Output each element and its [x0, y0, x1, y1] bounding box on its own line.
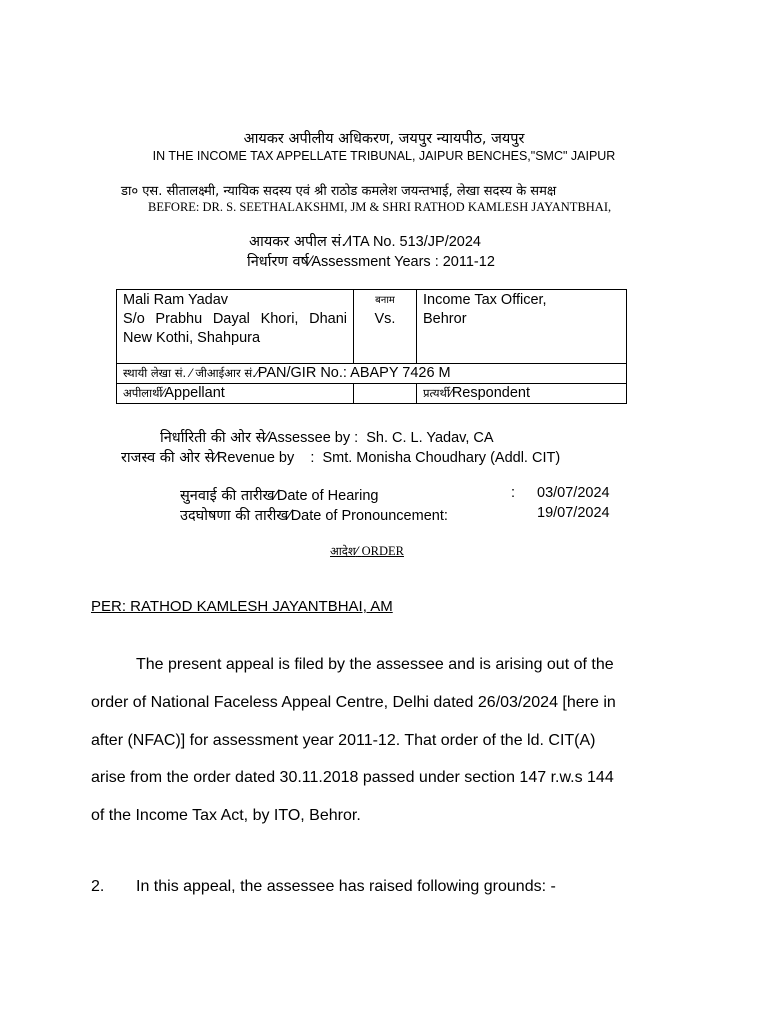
respondent-role-english: Respondent — [451, 385, 531, 401]
per-author-line: PER: RATHOD KAMLESH JAYANTBHAI, AM — [91, 598, 393, 615]
separator: ⁄ — [449, 386, 452, 400]
respondent-line: Income Tax Officer, — [423, 292, 547, 308]
separator: ⁄ — [265, 430, 268, 446]
appeal-number-hindi: आयकर अपील सं. — [249, 234, 346, 250]
appellant-role-hindi: अपीलार्थी — [123, 386, 163, 400]
paragraph-line: after (NFAC)] for assessment year 2011-12. That order of the ld. CIT(A) — [91, 731, 596, 749]
appeal-number-english: ITA No. 513/JP/2024 — [348, 234, 481, 250]
separator: ⁄ — [308, 254, 312, 270]
bench-members-english: BEFORE: DR. S. SEETHALAKSHMI, JM & SHRI RATHOD KAMLESH JAYANTBHAI, — [148, 200, 612, 214]
tribunal-title-hindi: आयकर अपीलीय अधिकरण, जयपुर न्यायपीठ, जयपुर — [243, 131, 525, 147]
hearing-date-english: Date of Hearing — [276, 488, 379, 504]
separator: ⁄ — [255, 366, 258, 380]
respondent-cell — [417, 290, 627, 364]
paragraph-line: order of National Faceless Appeal Centre, Delhi dated 26/03/2024 [here in — [91, 693, 616, 711]
order-paragraph — [91, 646, 679, 835]
assessment-year — [247, 251, 495, 271]
pan-row — [117, 364, 627, 384]
appellant-line: S/o Prabhu Dayal Khori, Dhani — [123, 311, 347, 327]
separator: ⁄ — [288, 508, 291, 524]
separator: ⁄ — [345, 234, 349, 250]
paragraph-number: 2. — [91, 878, 105, 895]
pan-label-hindi: स्थायी लेखा सं. ⁄ जीआईआर सं. — [123, 366, 256, 380]
paragraph-line: The present appeal is filed by the assessee and is arising out of the — [136, 656, 614, 673]
appellant-role-english: Appellant — [164, 385, 225, 401]
appellant-line: Mali Ram Yadav — [123, 292, 229, 308]
assessment-year-english: Assessment Years : 2011-12 — [311, 254, 495, 270]
separator: ⁄ — [162, 386, 165, 400]
order-heading-hindi: आदेश — [330, 544, 356, 558]
versus-hindi: बनाम — [375, 295, 395, 306]
order-heading-english: ORDER — [361, 544, 404, 558]
versus-english: Vs. — [374, 311, 396, 327]
pan-cell — [117, 364, 627, 384]
separator: ⁄ — [274, 488, 277, 504]
parties-row — [117, 290, 627, 364]
bench-members-hindi: डा० एस. सीतालक्ष्मी, न्यायिक सदस्य एवं श्री राठोड कमलेश जयन्तभाई, लेखा सदस्य के समक्ष — [121, 184, 557, 199]
respondent-role-cell — [417, 384, 627, 404]
parties-table — [116, 289, 627, 404]
pan-number: PAN/GIR No.: ABAPY 7426 M — [257, 365, 451, 381]
pronouncement-date-english: Date of Pronouncement: — [290, 508, 448, 524]
appellant-role-cell — [117, 384, 354, 404]
assessment-year-hindi: निर्धारण वर्ष — [247, 254, 309, 270]
assessee-counsel-english: Assessee by : Sh. C. L. Yadav, CA — [267, 430, 494, 446]
hearing-date-value: 03/07/2024 — [537, 485, 610, 501]
respondent-line: Behror — [423, 311, 467, 327]
separator: ⁄ — [355, 544, 358, 558]
paragraph-line: arise from the order dated 30.11.2018 passed under section 147 r.w.s 144 — [91, 769, 614, 787]
appellant-cell — [117, 290, 354, 364]
revenue-counsel-hindi: राजस्व की ओर से — [121, 450, 215, 466]
appeal-number — [249, 231, 481, 251]
order-heading — [330, 543, 404, 559]
grounds-intro: In this appeal, the assessee has raised following grounds: - — [136, 878, 556, 895]
revenue-counsel — [121, 447, 560, 467]
appellant-line: New Kothi, Shahpura — [123, 330, 261, 346]
respondent-role-hindi: प्रत्यर्थी — [423, 386, 450, 400]
assessee-counsel — [160, 427, 494, 447]
hearing-date-hindi: सुनवाई की तारीख — [180, 488, 275, 504]
tribunal-title-english: IN THE INCOME TAX APPELLATE TRIBUNAL, JAIPUR BENCHES,"SMC" JAIPUR — [152, 149, 616, 163]
empty-role-cell — [354, 384, 417, 404]
versus-cell — [354, 290, 417, 364]
revenue-counsel-english: Revenue by : Smt. Monisha Choudhary (Addl. CIT) — [216, 450, 561, 466]
hearing-date-label — [180, 485, 378, 505]
roles-row — [117, 384, 627, 404]
pronouncement-date-label — [180, 505, 448, 525]
separator: ⁄ — [214, 450, 217, 466]
assessee-counsel-hindi: निर्धारिती की ओर से — [160, 430, 266, 446]
pronouncement-date-hindi: उदघोषणा की तारीख — [180, 508, 289, 524]
paragraph-line: of the Income Tax Act, by ITO, Behror. — [91, 807, 361, 825]
hearing-date-colon: : — [511, 485, 516, 501]
pronouncement-date-value: 19/07/2024 — [537, 505, 610, 521]
